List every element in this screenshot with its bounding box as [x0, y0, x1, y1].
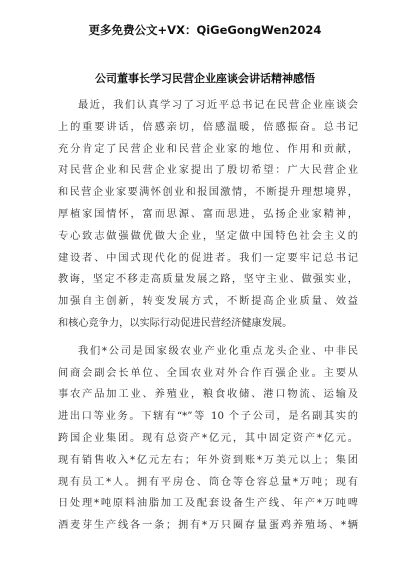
paragraph-line: 现有员工*人。拥有平房仓、筒仓等仓容总量*万吨；现有 [58, 476, 358, 488]
document-title: 公司董事长学习民营企业座谈会讲话精神感悟 [95, 72, 315, 85]
paragraph-line: 充分肯定了民营企业和民营企业家的地位、作用和贡献， [58, 143, 358, 155]
paragraph-line: 跨国企业集团。现有总资产*亿元，其中固定资产*亿元。 [58, 432, 358, 444]
paragraph-line: 间商会副会长单位、全国农业对外合作百强企业。主要从 [58, 367, 358, 379]
paragraph-line: 厚植家国情怀，富而思源、富而思进，弘扬企业家精神， [58, 208, 358, 220]
paragraph-line: 对民营企业和民营企业家提出了殷切希望：广大民营企业 [58, 165, 358, 177]
document-body [58, 95, 358, 537]
paragraph-line: 上的重要讲话，倍感亲切，倍感温暖，倍感振奋。总书记 [58, 121, 358, 133]
paragraph-2 [58, 341, 358, 537]
paragraph-1 [58, 95, 358, 335]
page-header: 更多免费公文+VX：QiGeGongWen2024 [88, 23, 322, 37]
paragraph-line: 教诲，坚定不移走高质量发展之路，坚守主业、做强实业， [58, 274, 358, 286]
paragraph-line: 进出口等业务。下辖有“*”等 10 个子公司，是名副其实的 [58, 411, 358, 423]
paragraph-line: 加强自主创新，转变发展方式，不断提高企业质量、效益 [58, 296, 358, 308]
paragraph-line: 专心致志做强做优做大企业，坚定做中国特色社会主义的 [58, 230, 358, 242]
paragraph-line: 日处理*吨原料油脂加工及配套设备生产线、年产*万吨啤 [58, 498, 358, 510]
paragraph-line: 我们*公司是国家级农业产业化重点龙头企业、中非民 [78, 345, 358, 357]
paragraph-line: 和民营企业家要满怀创业和报国激情，不断提升理想境界， [58, 187, 358, 199]
paragraph-line: 和核心竞争力，以实际行动促进民营经济健康发展。 [58, 317, 293, 329]
paragraph-line: 酒麦芽生产线各一条；拥有*万只圈存量蛋鸡养殖场、*辆 [58, 520, 358, 532]
paragraph-line: 最近，我们认真学习了习近平总书记在民营企业座谈会 [78, 100, 358, 111]
paragraph-line: 事农产品加工业、养殖业，粮食收储、港口物流、运输及 [58, 389, 358, 401]
paragraph-line: 建设者、中国式现代化的促进者。我们一定要牢记总书记 [58, 252, 358, 264]
paragraph-line: 现有销售收入*亿元左右；年外资到账*万美元以上；集团 [58, 454, 358, 466]
